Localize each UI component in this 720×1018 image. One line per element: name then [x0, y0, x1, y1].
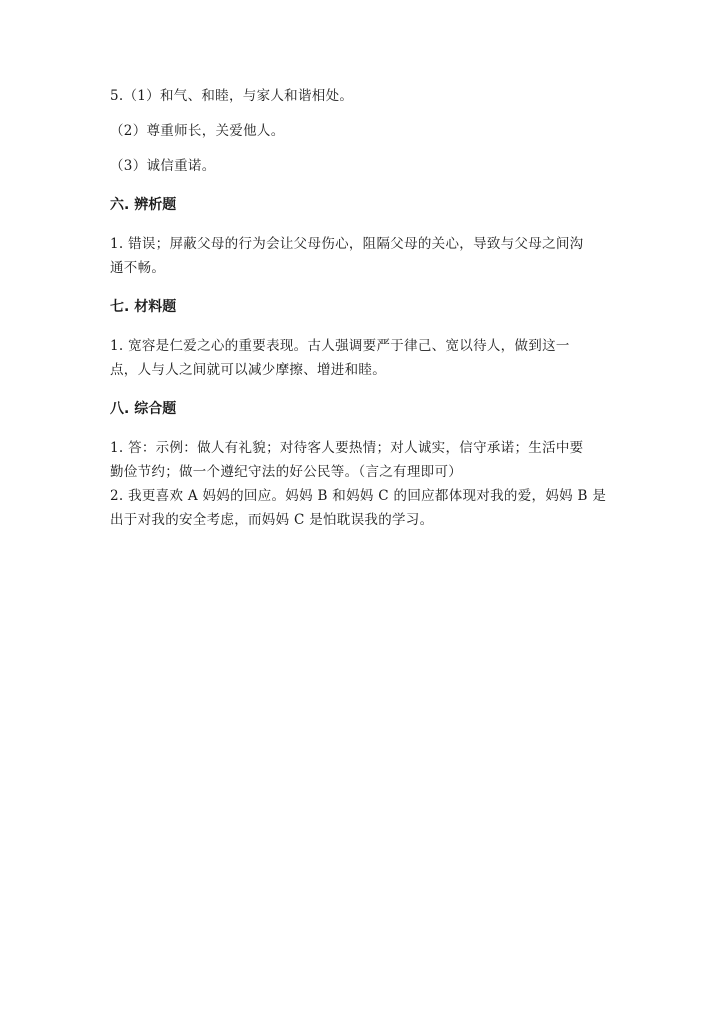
- analysis-answer-1: [110, 232, 610, 280]
- material-answer-1: [110, 334, 610, 382]
- answer-5-1: 5.（1）和气、和睦，与家人和谐相处。: [110, 88, 354, 104]
- comprehensive-answer-2: [110, 484, 610, 532]
- section-heading-material: 七. 材料题: [110, 299, 177, 315]
- comprehensive-answer-2-line-2: 出于对我的安全考虑，而妈妈 C 是怕耽误我的学习。: [110, 512, 434, 528]
- material-answer-1-line-1: 1. 宽容是仁爱之心的重要表现。古人强调要严于律己、宽以待人，做到这一: [110, 338, 570, 354]
- analysis-answer-1-line-2: 通不畅。: [110, 260, 166, 276]
- section-heading-comprehensive: 八. 综合题: [110, 401, 177, 417]
- answer-5-3: （3）诚信重诺。: [110, 158, 216, 174]
- comprehensive-answer-1-line-2: 勤俭节约；做一个遵纪守法的好公民等。（言之有理即可）: [110, 464, 463, 480]
- comprehensive-answer-2-line-1: 2. 我更喜欢 A 妈妈的回应。妈妈 B 和妈妈 C 的回应都体现对我的爱，妈妈 B 是: [110, 488, 607, 504]
- comprehensive-answer-1: [110, 436, 610, 484]
- comprehensive-answer-1-line-1: 1. 答：示例：做人有礼貌；对待客人要热情；对人诚实，信守承诺；生活中要: [110, 440, 584, 456]
- material-answer-1-line-2: 点，人与人之间就可以减少摩擦、增进和睦。: [110, 362, 386, 378]
- section-heading-analysis: 六. 辨析题: [110, 197, 177, 213]
- answer-content: [110, 84, 610, 532]
- analysis-answer-1-line-1: 1. 错误；屏蔽父母的行为会让父母伤心，阻隔父母的关心，导致与父母之间沟: [110, 236, 584, 252]
- answer-5-2: （2）尊重师长，关爱他人。: [110, 123, 285, 139]
